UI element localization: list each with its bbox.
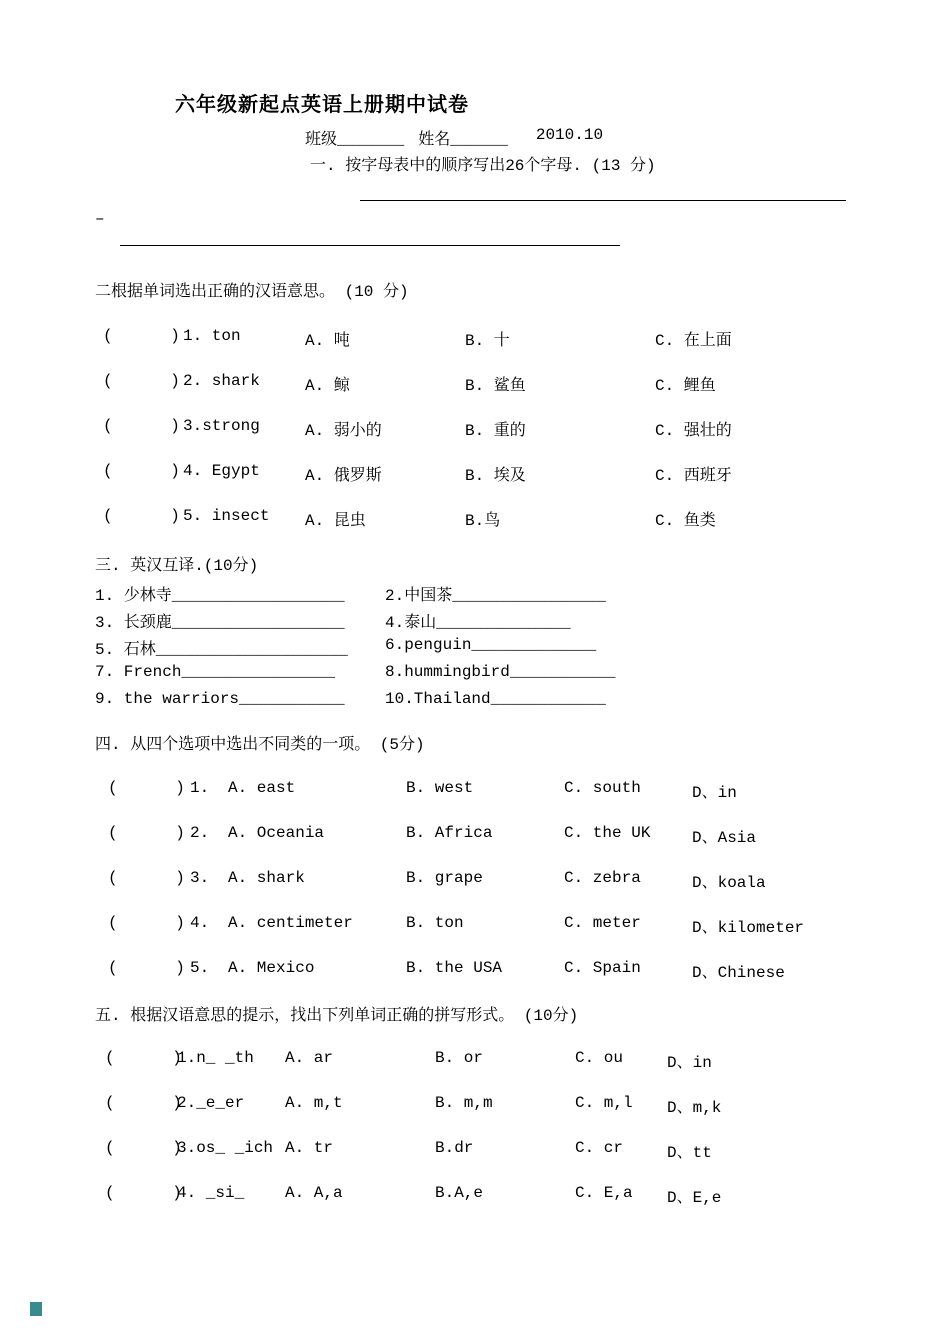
translate-item[interactable]: 6.penguin_____________: [385, 636, 597, 654]
question-word: 1. ton: [183, 327, 241, 345]
option-b: B. m,m: [435, 1094, 493, 1112]
option-d: D、kilometer: [692, 919, 805, 937]
option-d: D、E,e: [667, 1189, 722, 1207]
option-a: A. Mexico: [228, 959, 315, 977]
option-b: B. 埃及: [465, 467, 526, 485]
option-a: A. A,a: [285, 1184, 343, 1202]
translate-item[interactable]: 4.泰山______________: [385, 614, 571, 632]
option-d: D、Chinese: [692, 964, 785, 982]
s4-question-row-5: [95, 959, 915, 1004]
s2-question-row-3: [95, 417, 895, 462]
s3-translate-row-1: [95, 582, 815, 609]
s4-question-row-3: [95, 869, 915, 914]
translate-item[interactable]: 1. 少林寺__________________: [95, 587, 345, 605]
option-d: D、tt: [667, 1144, 712, 1162]
option-d: D、m,k: [667, 1099, 722, 1117]
section4-rows: [95, 779, 915, 1004]
translate-item[interactable]: 7. French________________: [95, 663, 336, 681]
option-d: D、koala: [692, 874, 766, 892]
question-number: 4.: [190, 914, 210, 932]
alphabet-answer-line-2[interactable]: [120, 228, 620, 246]
option-c: C. cr: [575, 1139, 624, 1157]
section4: [95, 731, 915, 1004]
section2-heading: 二根据单词选出正确的汉语意思。 (10 分): [95, 283, 409, 301]
translate-item[interactable]: 3. 长颈鹿__________________: [95, 614, 345, 632]
s2-question-row-2: [95, 372, 895, 417]
option-c: C. m,l: [575, 1094, 633, 1112]
option-a: A. 俄罗斯: [305, 467, 382, 485]
answer-paren[interactable]: ( ): [103, 462, 180, 480]
answer-paren[interactable]: ( ): [108, 914, 185, 932]
question-number: 3.: [190, 869, 210, 887]
option-c: C. 西班牙: [655, 467, 732, 485]
option-b: B. Africa: [406, 824, 493, 842]
option-b: B.dr: [435, 1139, 474, 1157]
s3-translate-row-3: [95, 636, 815, 663]
section3: [95, 552, 815, 717]
option-d: D、Asia: [692, 829, 757, 847]
answer-paren[interactable]: ( ): [108, 869, 185, 887]
question-word: 2. shark: [183, 372, 260, 390]
translate-item[interactable]: 9. the warriors___________: [95, 690, 345, 708]
answer-paren[interactable]: ( ): [105, 1049, 182, 1067]
answer-paren[interactable]: ( ): [105, 1184, 182, 1202]
option-c: C. Spain: [564, 959, 641, 977]
section5-heading: 五. 根据汉语意思的提示，找出下列单词正确的拼写形式。 (10分): [95, 1007, 579, 1025]
s4-question-row-1: [95, 779, 915, 824]
s3-translate-row-5: [95, 690, 815, 717]
option-c: C. 在上面: [655, 332, 732, 350]
question-word: 5. insect: [183, 507, 270, 525]
option-c: C. zebra: [564, 869, 641, 887]
s5-question-row-2: [95, 1094, 915, 1139]
section4-heading: 四. 从四个选项中选出不同类的一项。 (5分): [95, 736, 425, 754]
option-c: C. 鲤鱼: [655, 377, 716, 395]
option-d: D、in: [667, 1054, 712, 1072]
answer-paren[interactable]: ( ): [103, 507, 180, 525]
student-info-line: [305, 126, 603, 149]
option-b: B. or: [435, 1049, 484, 1067]
s2-question-row-5: [95, 507, 895, 552]
answer-paren[interactable]: ( ): [108, 824, 185, 842]
option-b: B. ton: [406, 914, 464, 932]
option-a: A. east: [228, 779, 296, 797]
section5: [95, 1002, 915, 1229]
section3-rows: [95, 582, 815, 717]
question-number: 2.: [190, 824, 210, 842]
s3-translate-row-4: [95, 663, 815, 690]
option-b: B. 十: [465, 332, 510, 350]
answer-paren[interactable]: ( ): [105, 1139, 182, 1157]
alphabet-answer-line-1[interactable]: [360, 183, 846, 201]
answer-paren[interactable]: ( ): [103, 417, 180, 435]
section2: [95, 278, 895, 552]
option-c: C. south: [564, 779, 641, 797]
option-b: B. 鲨鱼: [465, 377, 526, 395]
option-a: A. shark: [228, 869, 305, 887]
section5-rows: [95, 1049, 915, 1229]
answer-paren[interactable]: ( ): [105, 1094, 182, 1112]
translate-item[interactable]: 2.中国茶________________: [385, 587, 606, 605]
s4-question-row-2: [95, 824, 915, 869]
option-c: C. ou: [575, 1049, 624, 1067]
translate-item[interactable]: 5. 石林____________________: [95, 641, 348, 659]
question-number: 1.: [190, 779, 210, 797]
name-blank-field[interactable]: 姓名______: [418, 131, 508, 149]
answer-paren[interactable]: ( ): [103, 327, 180, 345]
option-a: A. centimeter: [228, 914, 353, 932]
answer-paren[interactable]: ( ): [108, 959, 185, 977]
option-a: A. 吨: [305, 332, 350, 350]
s5-question-row-4: [95, 1184, 915, 1229]
stray-dash: –: [95, 210, 105, 228]
s4-question-row-4: [95, 914, 915, 959]
translate-item[interactable]: 10.Thailand____________: [385, 690, 606, 708]
exam-date: 2010.10: [535, 126, 604, 144]
option-c: C. E,a: [575, 1184, 633, 1202]
option-a: A. 鲸: [305, 377, 350, 395]
question-number: 5.: [190, 959, 210, 977]
spelling-word: 3.os_ _ich: [177, 1139, 274, 1157]
spelling-word: 2._e_er: [177, 1094, 245, 1112]
s5-question-row-1: [95, 1049, 915, 1094]
page-corner-artifact: [30, 1302, 42, 1316]
option-b: B. the USA: [406, 959, 503, 977]
translate-item[interactable]: 8.hummingbird___________: [385, 663, 616, 681]
option-a: A. tr: [285, 1139, 334, 1157]
option-b: B.鸟: [465, 512, 501, 530]
spelling-word: 1.n_ _th: [177, 1049, 254, 1067]
spelling-word: 4. _si_: [177, 1184, 245, 1202]
option-c: C. the UK: [564, 824, 651, 842]
section2-rows: [95, 327, 895, 552]
class-blank-field[interactable]: 班级_______: [305, 131, 405, 149]
answer-paren[interactable]: ( ): [108, 779, 185, 797]
option-c: C. 鱼类: [655, 512, 716, 530]
option-b: B. 重的: [465, 422, 526, 440]
option-c: C. 强壮的: [655, 422, 732, 440]
s2-question-row-1: [95, 327, 895, 372]
option-c: C. meter: [564, 914, 641, 932]
s5-question-row-3: [95, 1139, 915, 1184]
option-a: A. 弱小的: [305, 422, 382, 440]
option-b: B.A,e: [435, 1184, 484, 1202]
s3-translate-row-2: [95, 609, 815, 636]
question-word: 3.strong: [183, 417, 260, 435]
answer-paren[interactable]: ( ): [103, 372, 180, 390]
option-b: B. west: [406, 779, 474, 797]
s2-question-row-4: [95, 462, 895, 507]
option-d: D、in: [692, 784, 737, 802]
option-a: A. 昆虫: [305, 512, 366, 530]
question-word: 4. Egypt: [183, 462, 260, 480]
option-a: A. Oceania: [228, 824, 325, 842]
section3-heading: 三. 英汉互译.(10分): [95, 557, 259, 575]
page-title: 六年级新起点英语上册期中试卷: [175, 95, 469, 118]
section1-heading: 一. 按字母表中的顺序写出26个字母. (13 分): [310, 157, 656, 175]
option-a: A. m,t: [285, 1094, 343, 1112]
option-b: B. grape: [406, 869, 483, 887]
option-a: A. ar: [285, 1049, 334, 1067]
